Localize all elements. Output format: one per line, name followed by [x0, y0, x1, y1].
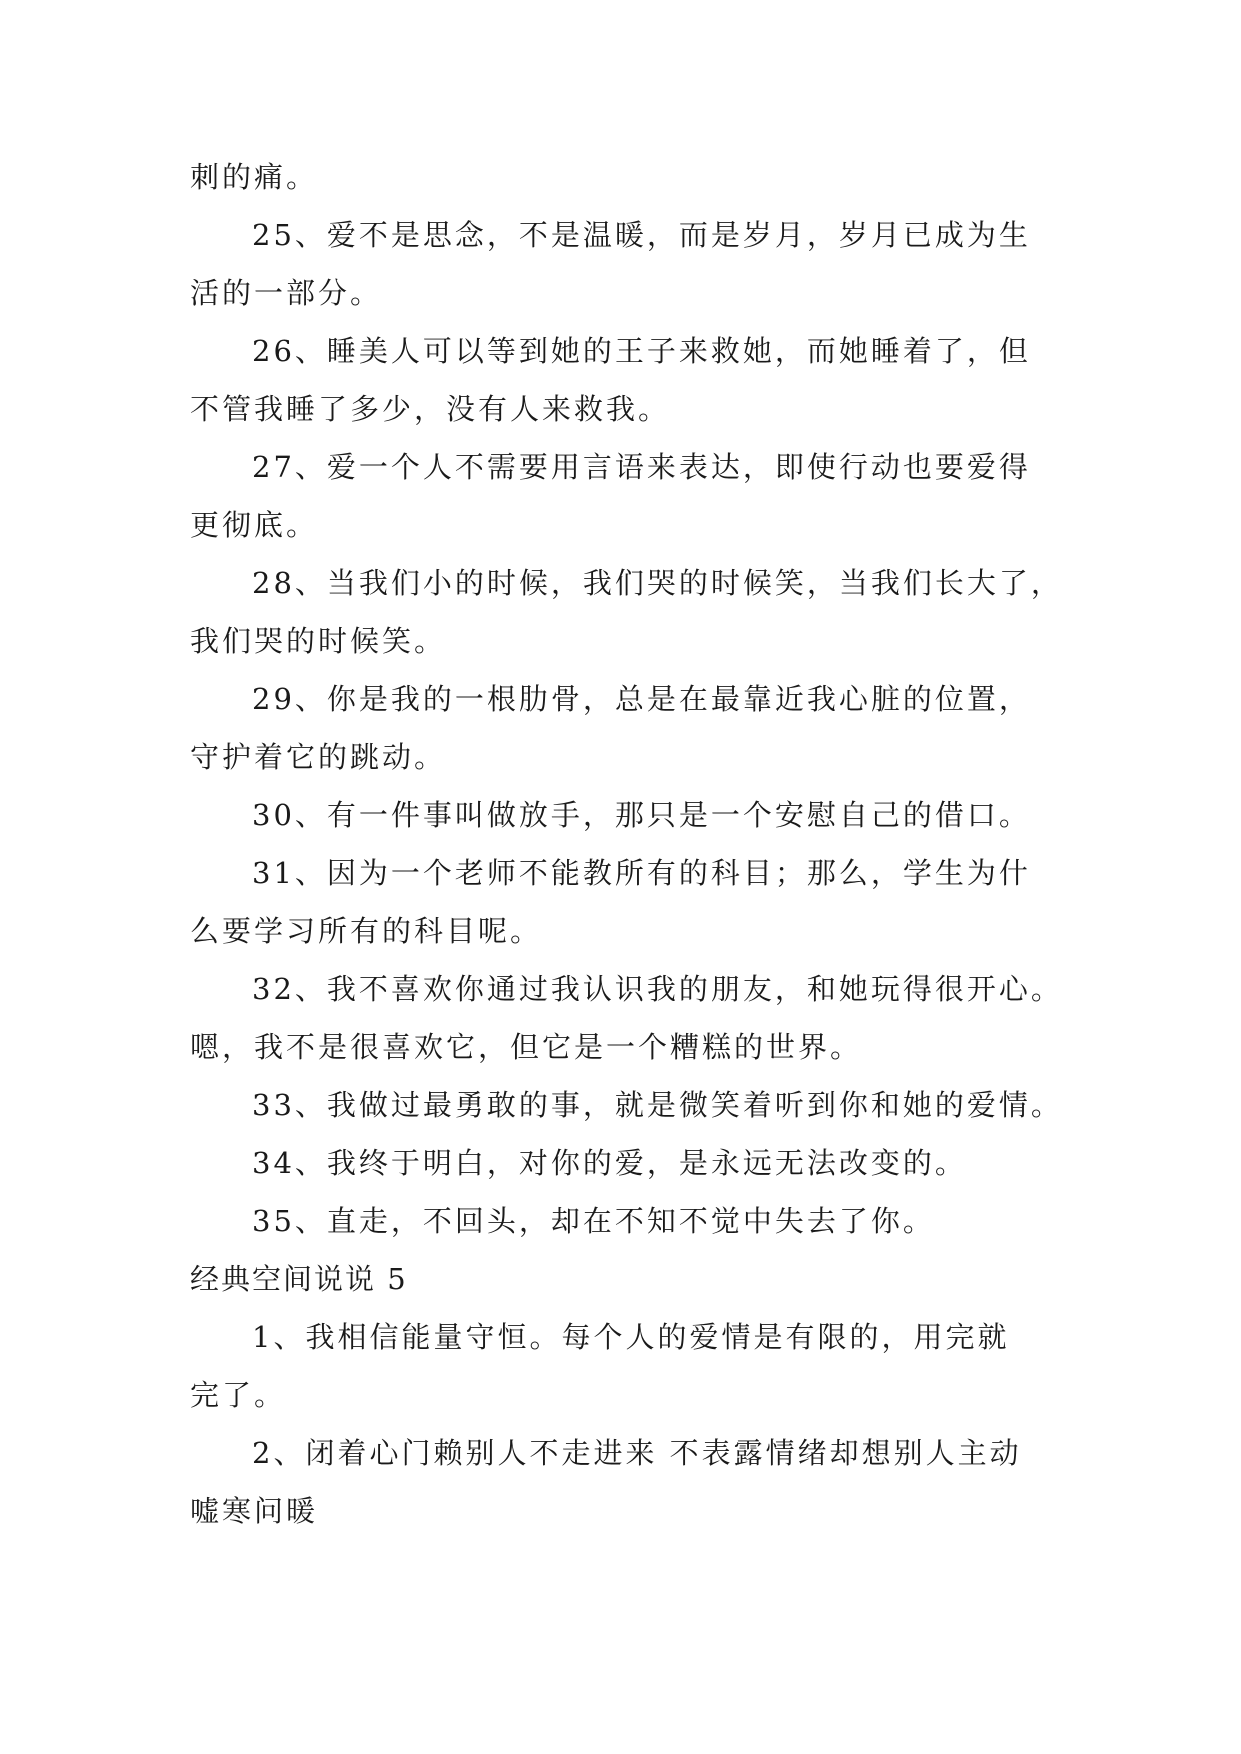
paragraph-line: 我们哭的时候笑。 [190, 624, 447, 658]
paragraph-line: 27、爱一个人不需要用言语来表达，即使行动也要爱得 [252, 450, 1031, 484]
paragraph-line: 26、睡美人可以等到她的王子来救她，而她睡着了，但 [252, 334, 1031, 368]
paragraph-line: 31、因为一个老师不能教所有的科目；那么，学生为什 [252, 856, 1031, 890]
paragraph-line: 32、我不喜欢你通过我认识我的朋友，和她玩得很开心。 [252, 972, 1063, 1006]
paragraph-line: 不管我睡了多少，没有人来救我。 [190, 392, 671, 426]
paragraph-line: 34、我终于明白，对你的爱，是永远无法改变的。 [252, 1146, 967, 1180]
paragraph-line: 25、爱不是思念，不是温暖，而是岁月，岁月已成为生 [252, 218, 1031, 252]
document-body [190, 148, 1063, 1540]
paragraph-line: 活的一部分。 [190, 276, 383, 310]
paragraph-line: 守护着它的跳动。 [190, 740, 447, 774]
paragraph-line: 2、闭着心门赖别人不走进来 不表露情绪却想别人主动 [252, 1436, 1022, 1470]
paragraph-line: 完了。 [190, 1378, 287, 1412]
paragraph-line: 29、你是我的一根肋骨，总是在最靠近我心脏的位置， [252, 682, 1031, 716]
paragraph-line: 33、我做过最勇敢的事，就是微笑着听到你和她的爱情。 [252, 1088, 1063, 1122]
paragraph-line: 1、我相信能量守恒。每个人的爱情是有限的，用完就 [252, 1320, 1010, 1354]
paragraph-line: 么要学习所有的科目呢。 [190, 914, 543, 948]
paragraph-line: 刺的痛。 [190, 160, 319, 194]
paragraph-line: 更彻底。 [190, 508, 319, 542]
paragraph-line: 35、直走，不回头，却在不知不觉中失去了你。 [252, 1204, 935, 1238]
section-heading: 经典空间说说 5 [190, 1262, 408, 1296]
paragraph-line: 28、当我们小的时候，我们哭的时候笑，当我们长大了， [252, 566, 1063, 600]
paragraph-line: 30、有一件事叫做放手，那只是一个安慰自己的借口。 [252, 798, 1031, 832]
paragraph-line: 嗯，我不是很喜欢它，但它是一个糟糕的世界。 [190, 1030, 863, 1064]
paragraph-line: 嘘寒问暖 [190, 1494, 319, 1528]
